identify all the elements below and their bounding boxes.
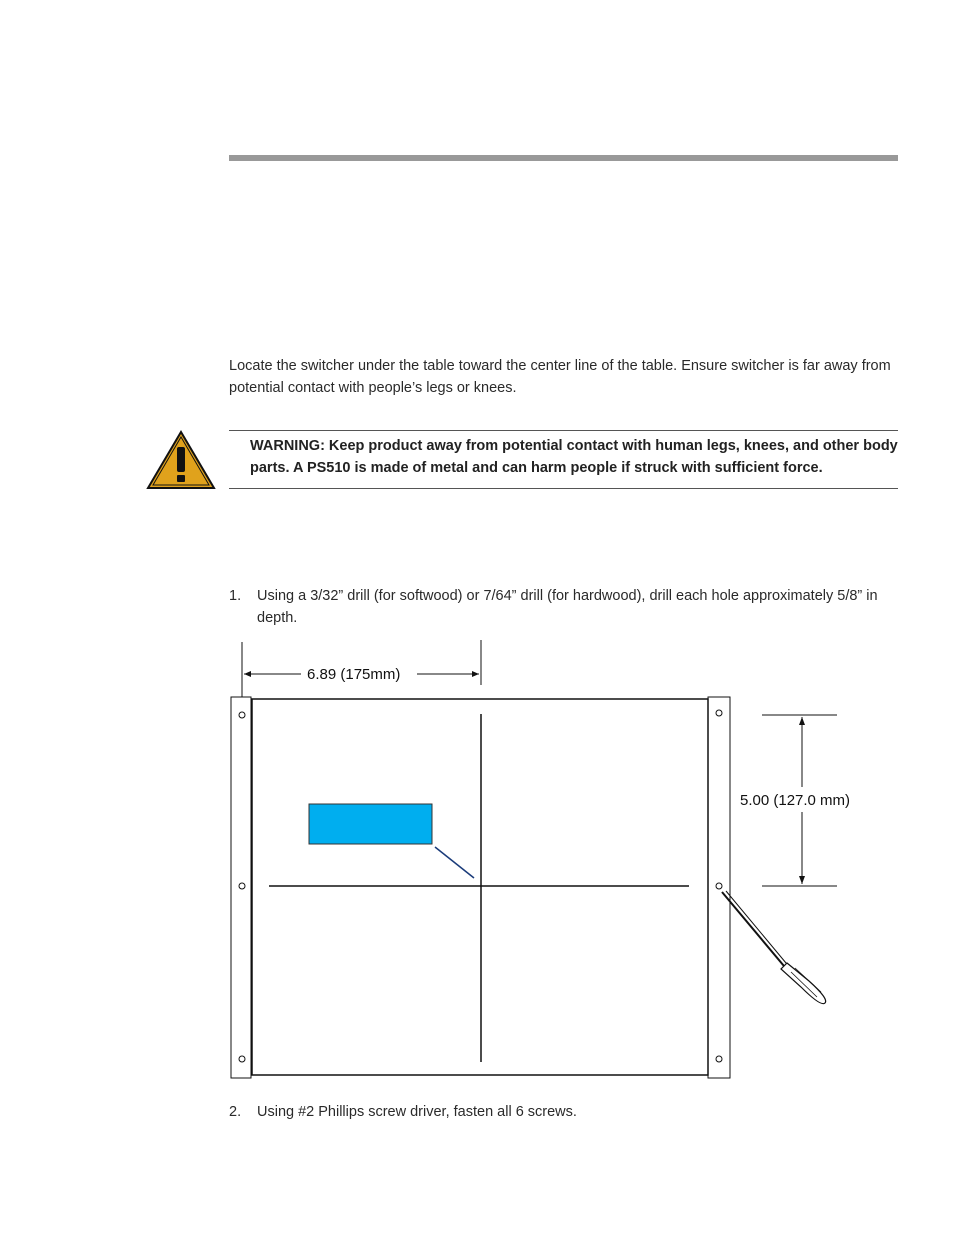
step-number: 2. xyxy=(229,1104,242,1120)
width-dimension-label: 6.89 (175mm) xyxy=(307,666,401,683)
warning-text: WARNING: Keep product away from potential contact with human legs, knees, and other body parts. A PS510 is made of metal and can harm people if struck with sufficient force. xyxy=(250,438,898,476)
step-text: Using #2 Phillips screw driver, fasten all 6 screws. xyxy=(257,1104,577,1120)
warning-box xyxy=(229,430,898,489)
screwdriver-icon xyxy=(722,889,826,1004)
intro-paragraph: Locate the switcher under the table toward the center line of the table. Ensure switcher is far away from potential contact with people’s legs or knees. xyxy=(229,358,891,396)
step-text: Using a 3/32” drill (for softwood) or 7/64” drill (for hardwood), drill each hole approximately 5/8” in depth. xyxy=(257,588,878,626)
mounting-diagram xyxy=(229,637,879,1082)
height-dimension-label: 5.00 (127.0 mm) xyxy=(740,792,851,809)
step-number: 1. xyxy=(229,588,242,604)
callout-box xyxy=(309,804,432,844)
warning-triangle-icon xyxy=(146,430,216,490)
header-rule xyxy=(229,155,898,161)
